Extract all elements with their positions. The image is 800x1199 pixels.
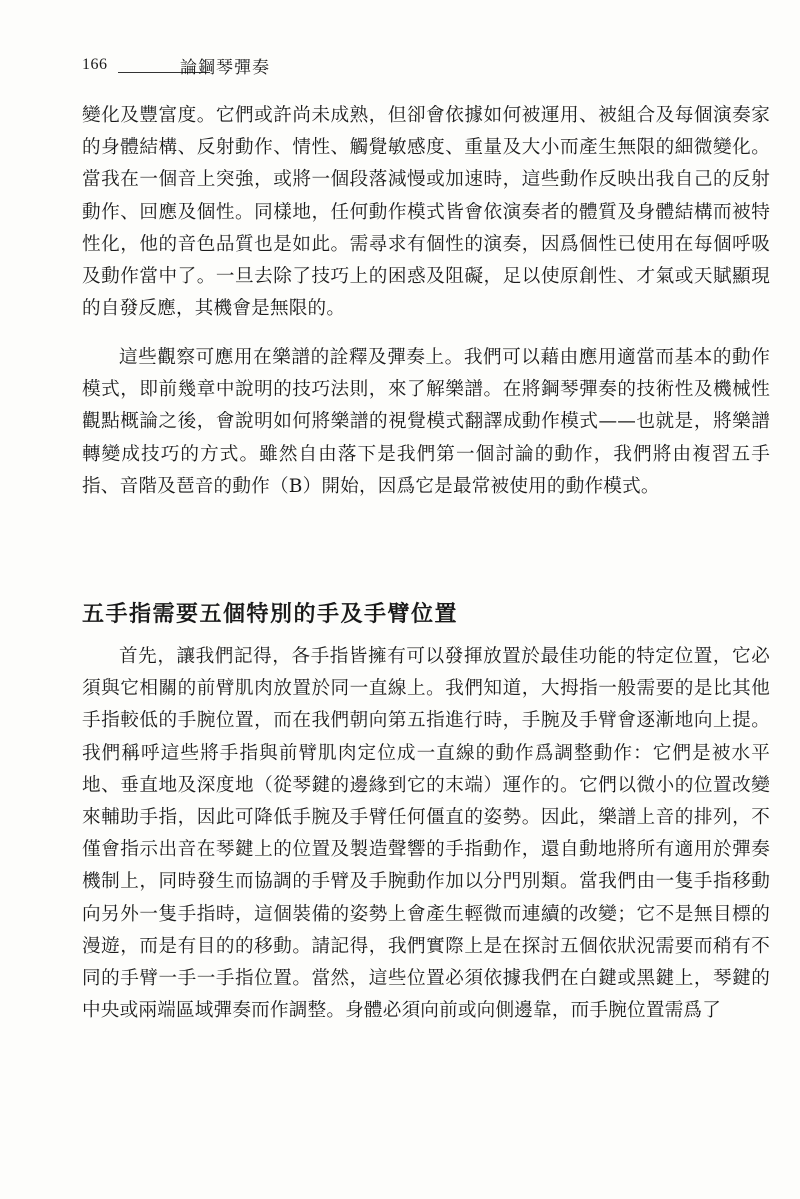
paragraph-1: 變化及豐富度。它們或許尚未成熟，但卻會依據如何被運用、被組合及每個演奏家的身體結構、反射動作、情性、觸覺敏感度、重量及大小而產生無限的細微變化。當我在一個音上突強，或將一個段落減慢或加速時，這些動作反映出我自己的反射動作、回應及個性。同樣地，任何動作模式皆會依演奏者的體質及身體結構而被特性化，他的音色品質也是如此。需尋求有個性的演奏，因爲個性已使用在每個呼吸及動作當中了。一旦去除了技巧上的困惑及阻礙，足以使原創性、才氣或天賦顯現的自發反應，其機會是無限的。 xyxy=(82,105,770,320)
book-title: 論鋼琴彈奏 xyxy=(180,58,270,78)
paragraph-observations xyxy=(82,342,770,503)
paragraph-section-body xyxy=(82,641,770,1027)
page-number: 166 xyxy=(82,56,108,73)
paragraph-2: 這些觀察可應用在樂譜的詮釋及彈奏上。我們可以藉由應用適當而基本的動作模式，即前幾章中說明的技巧法則，來了解樂譜。在將鋼琴彈奏的技術性及機械性觀點概論之後，會說明如何將樂譜的視覺模式翻譯成動作模式——也就是，將樂譜轉變成技巧的方式。雖然自由落下是我們第一個討論的動作，我們將由複習五手指、音階及琶音的動作（B）開始，因爲它是最常被使用的動作模式。 xyxy=(82,347,770,497)
paragraph-continuation xyxy=(82,100,770,325)
paragraph-3: 首先，讓我們記得，各手指皆擁有可以發揮放置於最佳功能的特定位置，它必須與它相關的前臂肌肉放置於同一直線上。我們知道，大拇指一般需要的是比其他手指較低的手腕位置，而在我們朝向第五指進行時，手腕及手臂會逐漸地向上提。我們稱呼這些將手指與前臂肌肉定位成一直線的動作爲調整動作：它們是被水平地、垂直地及深度地（從琴鍵的邊緣到它的末端）運作的。它們以微小的位置改變來輔助手指，因此可降低手腕及手臂任何僵直的姿勢。因此，樂譜上音的排列，不僅會指示出音在琴鍵上的位置及製造聲響的手指動作，還自動地將所有適用於彈奏機制上，同時發生而協調的手臂及手腕動作加以分門別類。當我們由一隻手指移動向另外一隻手指時，這個裝備的姿勢上會產生輕微而連續的改變；它不是無目標的漫遊，而是有目的的移動。請記得，我們實際上是在探討五個依狀況需要而稍有不同的手臂一手一手指位置。當然，這些位置必須依據我們在白鍵或黑鍵上，琴鍵的中央或兩端區域彈奏而作調整。身體必須向前或向側邊靠，而手腕位置需爲了 xyxy=(82,646,770,1022)
section-heading: 五手指需要五個特別的手及手臂位置 xyxy=(82,601,459,628)
running-head xyxy=(82,52,722,78)
